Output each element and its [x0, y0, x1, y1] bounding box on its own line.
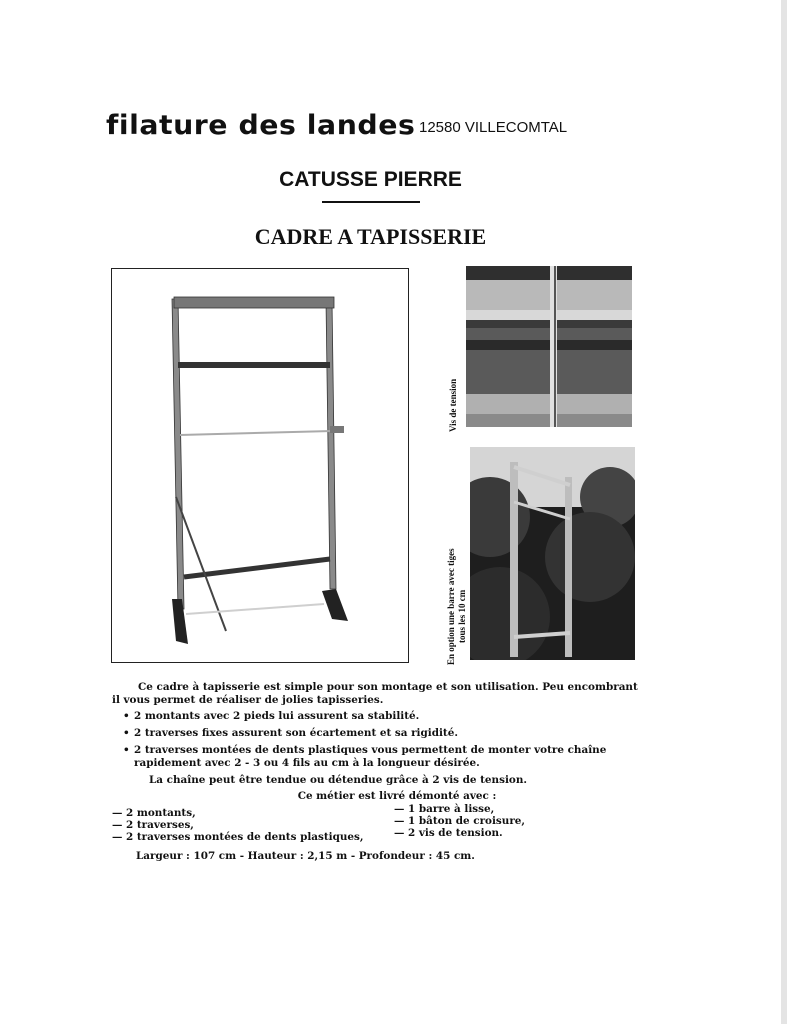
tapestry-frame-illustration: [111, 268, 409, 663]
intro-paragraph: Ce cadre à tapisserie est simple pour son montage et son utilisation. Peu encombrant il vous permet de réaliser de jolies tapisseries.: [112, 681, 638, 706]
part-item: — 2 traverses montées de dents plastiques,: [112, 831, 364, 843]
product-title: CADRE A TAPISSERIE: [254, 224, 487, 249]
feature-item: • 2 montants avec 2 pieds lui assurent sa stabilité.: [134, 710, 642, 723]
features-list: [112, 710, 642, 770]
part-item: — 2 montants,: [112, 807, 196, 819]
feature-item: • 2 traverses fixes assurent son écartement et sa rigidité.: [134, 727, 642, 740]
page-edge: [781, 0, 787, 1024]
letterhead: [106, 110, 568, 141]
parts-list: [112, 803, 642, 843]
part-item: — 1 bâton de croisure,: [394, 815, 526, 827]
title-divider: [322, 201, 420, 203]
dimensions: Largeur : 107 cm - Hauteur : 2,15 m - Profondeur : 45 cm.: [136, 850, 475, 862]
delivery-heading: Ce métier est livré démonté avec :: [297, 790, 497, 802]
feature-item: • 2 traverses montées de dents plastiques vous permettent de monter votre chaîne rapidement avec 2 - 3 ou 4 fils au cm à la longueur désirée.: [134, 744, 642, 770]
address: 12580 VILLECOMTAL: [419, 119, 568, 136]
part-item: — 1 barre à lisse,: [394, 803, 495, 815]
brand-logo: filature des landes: [106, 110, 416, 141]
part-item: — 2 traverses,: [112, 819, 194, 831]
maker-name: CATUSSE PIERRE: [279, 168, 462, 191]
frame-drawing: [112, 269, 408, 662]
parts-left: [112, 803, 394, 843]
tension-caption: Vis de tension: [448, 378, 458, 432]
option-caption: [446, 548, 468, 665]
option-caption-line2: tous les 10 cm: [457, 589, 467, 643]
chain-note: La chaîne peut être tendue ou détendue grâce à 2 vis de tension.: [149, 774, 527, 786]
option-caption-line1: En option une barre avec tiges: [446, 548, 456, 665]
part-item: — 2 vis de tension.: [394, 827, 503, 839]
tension-screw-photo: [466, 266, 632, 427]
description: [112, 681, 642, 863]
parts-right: [394, 803, 634, 843]
frame-outdoor-photo: [470, 447, 635, 660]
